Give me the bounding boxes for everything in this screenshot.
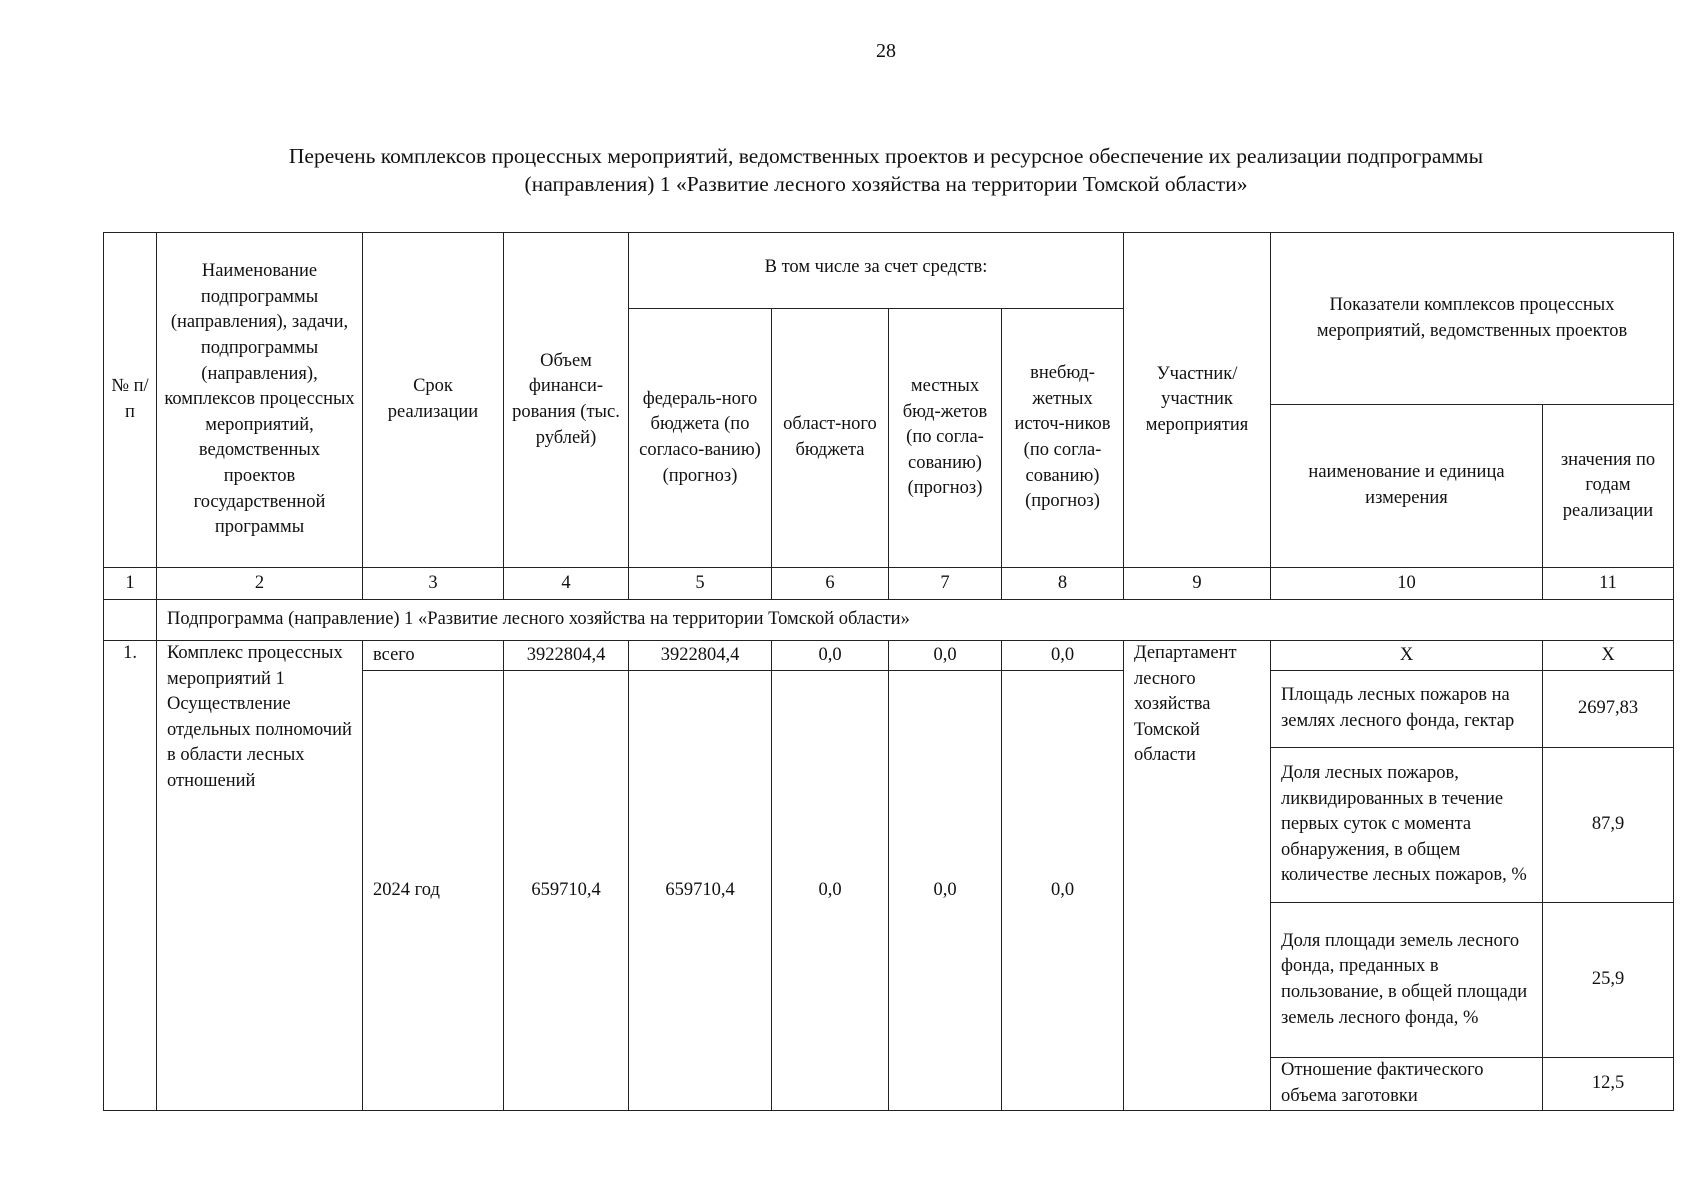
column-number: 7 xyxy=(889,568,1002,600)
participant: Департамент лесного хозяйства Томской области xyxy=(1124,641,1271,1111)
total-extra: 0,0 xyxy=(1002,641,1124,671)
year-volume: 659710,4 xyxy=(504,671,629,1111)
total-indicator-value: Х xyxy=(1543,641,1674,671)
total-federal: 3922804,4 xyxy=(629,641,772,671)
column-number: 5 xyxy=(629,568,772,600)
header-federal: федераль-ного бюджета (по согласо-ванию) (прогноз) xyxy=(629,309,772,568)
year-extra: 0,0 xyxy=(1002,671,1124,1111)
year-local: 0,0 xyxy=(889,671,1002,1111)
year-regional: 0,0 xyxy=(772,671,889,1111)
page-number: 28 xyxy=(876,40,896,62)
column-number: 11 xyxy=(1543,568,1674,600)
indicator-value: 2697,83 xyxy=(1543,671,1674,748)
header-num: № п/п xyxy=(104,233,157,568)
row-number: 1. xyxy=(104,641,157,1111)
column-number: 8 xyxy=(1002,568,1124,600)
header-local: местных бюд-жетов (по согла-сованию) (прогноз) xyxy=(889,309,1002,568)
total-regional: 0,0 xyxy=(772,641,889,671)
program-table xyxy=(103,232,1674,1111)
title-line-2: (направления) 1 «Развитие лесного хозяйства на территории Томской области» xyxy=(524,172,1248,196)
indicator-name: Доля площади земель лесного фонда, преданных в пользование, в общей площади земель лесного фонда, % xyxy=(1271,903,1543,1058)
column-number: 4 xyxy=(504,568,629,600)
indicator-name: Доля лесных пожаров, ликвидированных в течение первых суток с момента обнаружения, в общем количестве лесных пожаров, % xyxy=(1271,748,1543,903)
column-number: 10 xyxy=(1271,568,1543,600)
column-number: 2 xyxy=(157,568,363,600)
header-volume: Объем финанси-рования (тыс. рублей) xyxy=(504,233,629,568)
subprogram-row: Подпрограмма (направление) 1 «Развитие лесного хозяйства на территории Томской области» xyxy=(157,600,1674,641)
total-period: всего xyxy=(363,641,504,671)
year-period: 2024 год xyxy=(363,671,504,1111)
column-number: 1 xyxy=(104,568,157,600)
column-number: 9 xyxy=(1124,568,1271,600)
row-name: Комплекс процессных мероприятий 1 Осуществление отдельных полномочий в области лесных отношений xyxy=(157,641,363,1111)
header-indicators-group: Показатели комплексов процессных мероприятий, ведомственных проектов xyxy=(1271,233,1674,405)
total-local: 0,0 xyxy=(889,641,1002,671)
header-indicator-name: наименование и единица измерения xyxy=(1271,405,1543,568)
indicator-name: Площадь лесных пожаров на землях лесного фонда, гектар xyxy=(1271,671,1543,748)
header-period: Срок реализации xyxy=(363,233,504,568)
column-number-row xyxy=(104,568,1674,600)
header-extra: внебюд-жетных источ-ников (по согла-сованию) (прогноз) xyxy=(1002,309,1124,568)
column-number: 3 xyxy=(363,568,504,600)
year-federal: 659710,4 xyxy=(629,671,772,1111)
column-number: 6 xyxy=(772,568,889,600)
title-line-1: Перечень комплексов процессных мероприятий, ведомственных проектов и ресурсное обеспечение их реализации подпрограммы xyxy=(288,144,1484,168)
header-name: Наименование подпрограммы (направления), задачи, подпрограммы (направления), комплексов процессных мероприятий, ведомственных проектов государственной программы xyxy=(157,233,363,568)
indicator-value: 25,9 xyxy=(1543,903,1674,1058)
indicator-value: 12,5 xyxy=(1543,1058,1674,1111)
header-indicator-values: значения по годам реализации xyxy=(1543,405,1674,568)
header-funding-group: В том числе за счет средств: xyxy=(629,233,1124,309)
page-title xyxy=(120,142,1652,198)
indicator-name: Отношение фактического объема заготовки xyxy=(1271,1058,1543,1111)
total-indicator-name: Х xyxy=(1271,641,1543,671)
table-row-total xyxy=(104,641,1674,671)
subprogram-row-num xyxy=(104,600,157,641)
header-regional: област-ного бюджета xyxy=(772,309,889,568)
header-participant: Участник/ участник мероприятия xyxy=(1124,233,1271,568)
total-volume: 3922804,4 xyxy=(504,641,629,671)
indicator-value: 87,9 xyxy=(1543,748,1674,903)
